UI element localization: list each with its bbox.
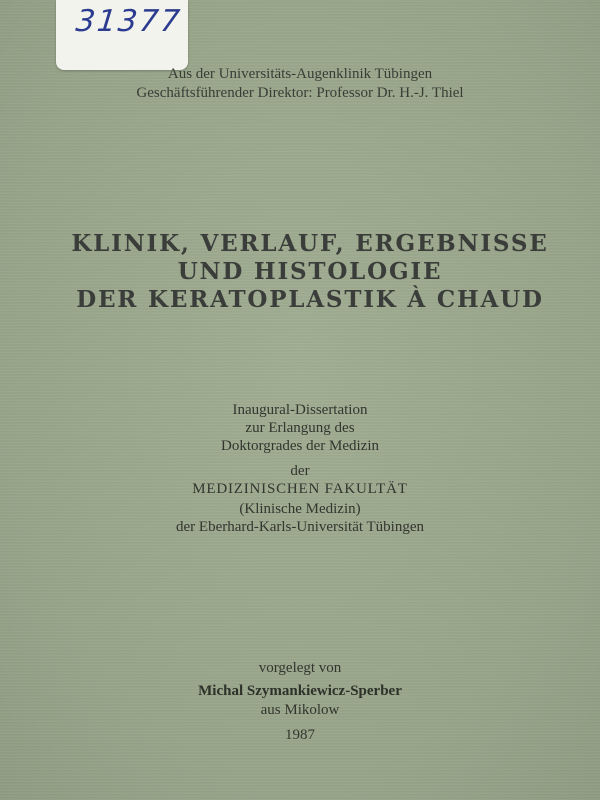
- handwritten-inventory-number: 31377: [74, 4, 184, 39]
- dissertation-degree: Doktorgrades der Medizin: [220, 438, 379, 454]
- dissertation-type: Inaugural-Dissertation: [232, 402, 368, 418]
- header-institution: Aus der Universitäts-Augenklinik Tübingen: [167, 66, 433, 82]
- dissertation-der: der: [290, 463, 310, 479]
- faculty-name: MEDIZINISCHEN FAKULTÄT: [192, 481, 408, 497]
- presented-by: vorgelegt von: [258, 660, 342, 676]
- university-name: der Eberhard-Karls-Universität Tübingen: [176, 519, 424, 535]
- title-line-2: UND HISTOLOGIE: [177, 258, 443, 285]
- dissertation-purpose: zur Erlangung des: [245, 420, 355, 436]
- author-name: Michal Szymankiewicz-Sperber: [198, 683, 402, 699]
- library-sticker: [56, 0, 188, 70]
- header-director: Geschäftsführender Direktor: Professor Dr. H.-J. Thiel: [136, 85, 464, 101]
- title-line-1: KLINIK, VERLAUF, ERGEBNISSE: [71, 230, 549, 257]
- publication-year: 1987: [285, 727, 315, 743]
- faculty-subtitle: (Klinische Medizin): [239, 501, 361, 517]
- title-line-3: DER KERATOPLASTIK À CHAUD: [76, 286, 544, 313]
- author-origin: aus Mikolow: [260, 702, 340, 718]
